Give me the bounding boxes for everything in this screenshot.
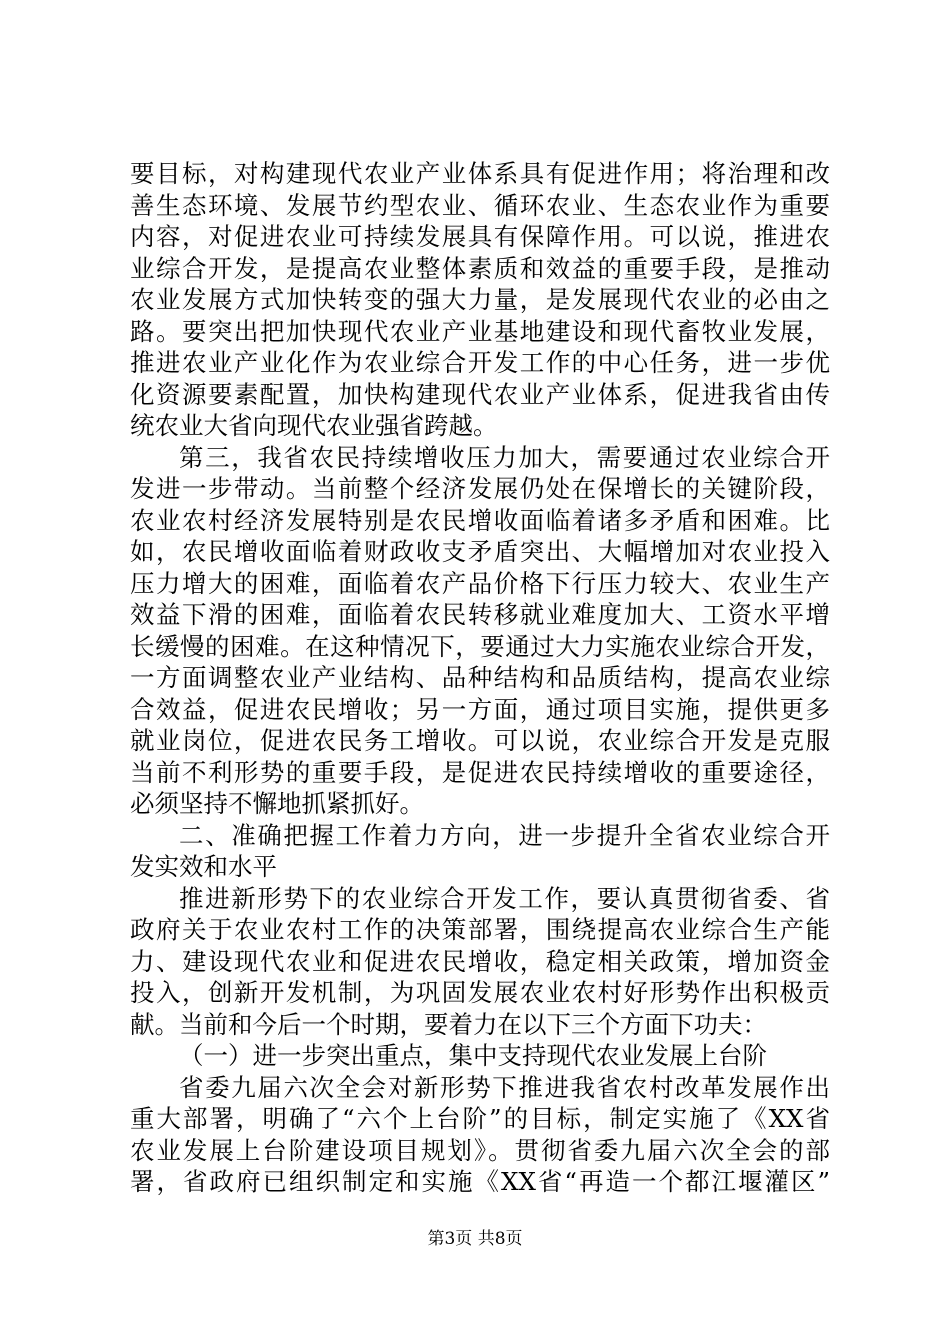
text-line: 就业岗位，促进农民务工增收。可以说，农业综合开发是克服 xyxy=(130,726,830,755)
text-line: 推进新形势下的农业综合开发工作，要认真贯彻省委、省 xyxy=(179,883,830,913)
text-line: 重大部署，明确了“六个上台阶”的目标，制定实施了《XX省 xyxy=(130,1104,830,1133)
text-line: 长缓慢的困难。在这种情况下，要通过大力实施农业综合开发， xyxy=(130,631,830,661)
text-line: 农业发展方式加快转变的强大力量，是发展现代农业的必由之 xyxy=(130,285,830,314)
text-line: 合效益，促进农民增收；另一方面，通过项目实施，提供更多 xyxy=(130,694,830,724)
text-line: 压力增大的困难，面临着农产品价格下行压力较大、农业生产 xyxy=(130,568,830,598)
text-line: 政府关于农业农村工作的决策部署，围绕提高农业综合生产能 xyxy=(130,915,830,944)
text-line: 善生态环境、发展节约型农业、循环农业、生态农业作为重要 xyxy=(130,190,830,220)
text-line: 农业农村经济发展特别是农民增收面临着诸多矛盾和困难。比 xyxy=(130,505,830,535)
text-line: 效益下滑的困难，面临着农民转移就业难度加大、工资水平增 xyxy=(130,600,830,629)
page-footer: 第3页 共8页 xyxy=(427,1229,523,1249)
text-line: 当前不利形势的重要手段，是促进农民持续增收的重要途径， xyxy=(130,757,830,787)
text-line: 化资源要素配置，加快构建现代农业产业体系，促进我省由传 xyxy=(130,379,830,409)
text-line: 力、建设现代农业和促进农民增收，稳定相关政策，增加资金 xyxy=(130,946,830,976)
document-body xyxy=(130,158,830,1198)
text-line: 必须坚持不懈地抓紧抓好。 xyxy=(130,789,424,818)
text-line: 署，省政府已组织制定和实施《XX省“再造一个都江堰灌区” xyxy=(130,1167,830,1196)
text-line: 路。要突出把加快现代农业产业基地建设和现代畜牧业发展， xyxy=(130,316,830,346)
text-line: 内容，对促进农业可持续发展具有保障作用。可以说，推进农 xyxy=(130,222,830,251)
text-line: 二、准确把握工作着力方向，进一步提升全省农业综合开 xyxy=(179,820,830,850)
text-line: 推进农业产业化作为农业综合开发工作的中心任务，进一步优 xyxy=(130,348,830,377)
text-line: 投入，创新开发机制，为巩固发展农业农村好形势作出积极贡 xyxy=(130,978,830,1007)
text-line: 献。当前和今后一个时期，要着力在以下三个方面下功夫： xyxy=(130,1009,767,1039)
text-line: 农业发展上台阶建设项目规划》。贯彻省委九届六次全会的部 xyxy=(130,1135,830,1165)
text-line: （一）进一步突出重点，集中支持现代农业发展上台阶 xyxy=(179,1041,767,1070)
text-line: 一方面调整农业产业结构、品种结构和品质结构，提高农业综 xyxy=(130,663,830,692)
text-line: 省委九届六次全会对新形势下推进我省农村改革发展作出 xyxy=(179,1072,830,1102)
text-line: 要目标，对构建现代农业产业体系具有促进作用；将治理和改 xyxy=(130,159,830,188)
text-line: 发实效和水平 xyxy=(130,852,277,881)
text-line: 业综合开发，是提高农业整体素质和效益的重要手段，是推动 xyxy=(130,253,830,283)
text-line: 统农业大省向现代农业强省跨越。 xyxy=(130,411,498,440)
text-line: 第三，我省农民持续增收压力加大，需要通过农业综合开 xyxy=(179,442,830,472)
text-line: 发进一步带动。当前整个经济发展仍处在保增长的关键阶段， xyxy=(130,474,830,503)
text-line: 如，农民增收面临着财政收支矛盾突出、大幅增加对农业投入 xyxy=(130,537,830,566)
